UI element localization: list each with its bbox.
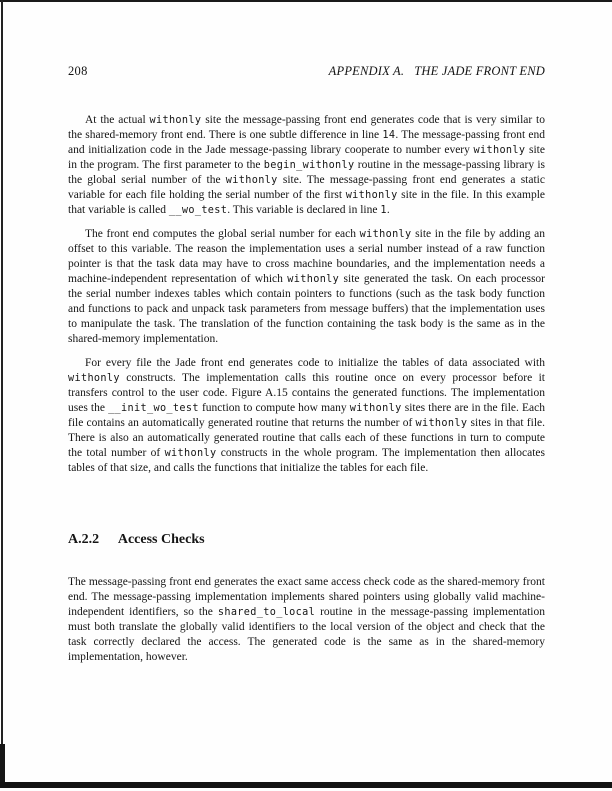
text-span: routine in the message-passing implementation must both translate the globally valid identifiers to the local version of the object and check that the task correctly declared the access. The generated code is the same as in the shared-memory implementation, however. [68, 606, 545, 663]
text-span: site in the program. The first parameter to the [68, 144, 545, 171]
paragraph [68, 356, 545, 476]
text-span: site in the file by adding an offset to this variable. The reason the implementation uses a serial number instead of a raw function pointer is that the task data may have to cross machine boundaries, and the implementation needs a machine-independent representation of which [68, 228, 545, 285]
code-span: withonly [149, 115, 202, 126]
scan-artifact-top-edge [0, 0, 612, 2]
text-span: constructs in the whole program. The implementation then allocates tables of that size, and calls the functions that initialize the tables for each file. [68, 447, 545, 474]
paragraph [68, 575, 545, 665]
code-span: withonly [164, 448, 217, 459]
code-span: withonly [349, 403, 402, 414]
page-header [68, 64, 545, 79]
paragraph [68, 113, 545, 218]
section-paragraphs-before-heading [68, 113, 545, 476]
text-span: sites there are in the file. Each file contains an automatically generated routine that returns the number of [68, 402, 545, 429]
code-span: withonly [68, 373, 120, 384]
section-heading [68, 531, 545, 549]
text-span: constructs. The implementation calls this routine once on every processor before it transfers control to the user code. Figure A.15 contains the generated functions. The implementation uses the [68, 372, 545, 414]
code-span: withonly [415, 418, 468, 429]
text-span: At the actual [85, 114, 150, 126]
text-span: function to compute how many [198, 402, 350, 414]
code-span: withonly [287, 274, 340, 285]
code-span: 14 [382, 130, 396, 141]
body-content [68, 113, 545, 674]
text-span: site generated the task. On each processor the serial number indexes tables which contain pointers to functions (such as the task body function and functions to pack and unpack task parameters from message buffers) that the implementation uses to manipulate the task. The translation of the function containing the task body is the same as in the shared-memory implementation. [68, 273, 546, 345]
text-span: . The message-passing front end and initialization code in the Jade message-passing library cooperate to number every [68, 129, 546, 156]
code-span: withonly [225, 175, 278, 186]
text-span: sites in that file. There is also an automatically generated routine that calls each of these functions in turn to compute the total number of [68, 417, 545, 459]
code-span: begin_withonly [263, 160, 355, 171]
text-span: . [386, 204, 390, 216]
code-span: __wo_test [168, 205, 228, 216]
code-span: withonly [345, 190, 398, 201]
text-span: routine in the message-passing library is the global serial number of the [68, 159, 546, 186]
section-title: Access Checks [117, 532, 205, 547]
text-span: . This variable is declared in line [227, 204, 381, 216]
paragraph [68, 227, 545, 347]
text-span: For every file the Jade front end generates code to initialize the tables of data associated with [85, 357, 545, 369]
code-span: withonly [473, 145, 526, 156]
code-span: 1 [380, 205, 387, 216]
scan-artifact-bottom-edge [0, 782, 612, 788]
text-span: site the message-passing front end generates code that is very similar to the shared-memory front end. There is one subtle difference in line [68, 114, 545, 141]
section-number: A.2.2 [68, 532, 100, 547]
code-span: withonly [359, 229, 412, 240]
code-span: __init_wo_test [108, 403, 199, 414]
running-head: APPENDIX A. THE JADE FRONT END [328, 64, 545, 78]
code-span: shared_to_local [217, 607, 316, 618]
text-span: site. The message-passing front end generates a static variable for each file holding the serial number of the first [68, 174, 545, 201]
scan-artifact-left-edge [1, 0, 3, 782]
text-span: The front end computes the global serial number for each [85, 228, 360, 240]
page-number: 208 [68, 64, 88, 78]
text-span: The message-passing front end generates the exact same access check code as the shared-memory front end. The message-passing implementation implements shared pointers using globally valid machine-independent identifiers, so the [68, 576, 545, 618]
section-paragraphs-after-heading [68, 575, 545, 665]
text-span: site in the file. In this example that variable is called [68, 189, 545, 216]
